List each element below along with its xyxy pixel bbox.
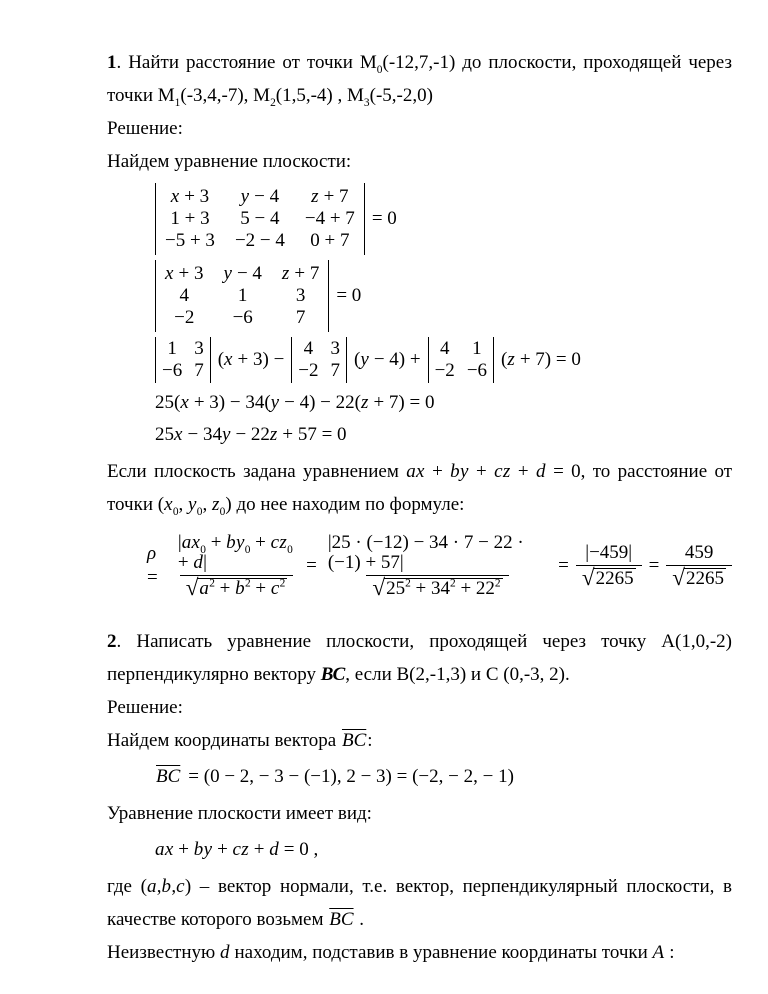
problem2-title-text: , если В(2,-1,3) и С (0,-3, 2).	[345, 664, 570, 686]
paragraph-text: , то расстояние от точки	[107, 461, 733, 515]
matrix-cell: 3	[194, 338, 204, 359]
paragraph-text: Если плоскость задана уравнением	[107, 461, 407, 482]
problem1-title-text: (-5,-2,0)	[369, 85, 433, 106]
distance-formula-paragraph	[107, 455, 732, 521]
matrix-cell: 1	[167, 338, 177, 359]
paragraph-text: Найдем координаты вектора	[107, 730, 341, 752]
fraction-denominator	[180, 575, 294, 599]
find-d-paragraph	[107, 936, 732, 969]
matrix-cell: 0 + 7	[310, 230, 350, 251]
plane-equation-label: Уравнение плоскости имеет вид:	[107, 803, 372, 825]
fraction-symbolic	[174, 533, 299, 599]
matrix-cell: 7	[194, 360, 204, 381]
equation-rhs: = 0	[371, 208, 397, 229]
matrix-cell: 7	[295, 307, 306, 328]
inline-formula: d	[219, 942, 230, 964]
fraction-denominator	[666, 565, 732, 589]
point-subscript: 0	[376, 63, 383, 76]
determinant-equation-1	[155, 183, 732, 255]
matrix-cell: −6	[466, 360, 488, 381]
sqrt-radical	[672, 568, 726, 589]
point-subscript: 3	[363, 96, 370, 109]
matrix-cell: x + 3	[165, 263, 204, 284]
matrix-cell: 3	[330, 338, 341, 359]
matrix-cell: 1	[237, 285, 248, 306]
simplified-plane-equation	[155, 423, 732, 447]
fraction-denominator	[366, 575, 508, 599]
problem1-title-text: (-12,7,-1) до плоскости, проходящей через точки М	[107, 52, 732, 106]
matrix-2x2	[155, 337, 211, 383]
fraction-result	[666, 543, 732, 589]
matrix-cell: −4 + 7	[304, 208, 355, 229]
matrix-cell: 7	[330, 360, 341, 381]
find-plane-label: Найдем уравнение плоскости:	[107, 151, 352, 172]
matrix-cell: y − 4	[240, 186, 280, 207]
matrix-cell: z + 7	[311, 186, 349, 207]
matrix-cell: −2	[434, 360, 455, 381]
problem2-number: 2	[107, 631, 117, 653]
fraction-result-abs	[576, 543, 642, 589]
radicand: √ 2265	[686, 568, 724, 589]
inline-formula: (a,b,c)	[140, 876, 192, 898]
matrix-cell: 1 + 3	[170, 208, 210, 229]
paragraph-text: находим, подставив в уравнение координаты точки	[229, 942, 653, 964]
matrix-cell: 4	[439, 338, 450, 359]
vector-bc-bold: ВС	[320, 664, 346, 686]
radicand: √ $25^2 + 34^2 + 22^2$	[386, 577, 501, 599]
inline-formula: ($x_0$, $y_0$, $z_0$)	[157, 494, 232, 518]
matrix-2x2	[428, 337, 494, 383]
matrix-cell: 5 − 4	[240, 208, 280, 229]
vector-bc-overline: $\overline{BC}$	[156, 766, 181, 788]
matrix-cell: −2	[298, 360, 319, 381]
problem1-title-text: . Найти расстояние от точки М	[116, 52, 377, 73]
problem1-title-text: (-3,4,-7), М	[180, 85, 271, 106]
bc-vector-equation	[155, 765, 732, 789]
paragraph-text: :	[664, 942, 675, 964]
equation-rhs: = 0	[336, 285, 362, 306]
equals-sign: =	[306, 555, 317, 577]
matrix-2x2	[291, 337, 347, 383]
vector-bc-overline: $\overline{BC}$	[329, 909, 354, 931]
sqrt-radical	[186, 578, 288, 599]
plane-general-equation	[155, 838, 732, 862]
problem2-title	[107, 625, 732, 691]
find-vector-paragraph	[107, 724, 732, 757]
equals-sign: =	[558, 555, 569, 577]
fraction-numeric	[324, 533, 551, 599]
fraction-numerator: |−459|	[585, 542, 633, 563]
problem1-title-text: (1,5,-4) , М	[275, 85, 364, 106]
problem2-title-text: . Написать уравнение плоскости, проходящей через точку А(1,0,-2) перпендикулярно вектору	[107, 631, 732, 686]
solution-label-2: Решение:	[107, 697, 183, 719]
point-subscript: 1	[174, 96, 181, 109]
inline-formula: A	[652, 942, 665, 964]
matrix-cell: −2 − 4	[234, 230, 285, 251]
equation-text: 25(x + 3) − 34(y − 4) − 22(z + 7) = 0	[155, 392, 435, 413]
matrix-cell: 4	[179, 285, 189, 306]
sqrt-radical	[582, 568, 636, 589]
fraction-numerator: 459	[684, 542, 714, 563]
paragraph-text: – вектор нормали, т.е. вектор, перпендикулярный плоскости, в качестве которого возьмем	[107, 876, 733, 931]
expansion-term: (z + 7) = 0	[501, 349, 581, 370]
matrix-3x3	[155, 183, 365, 255]
determinant-equation-2	[155, 260, 732, 332]
expansion-term: (x + 3) −	[217, 349, 285, 370]
distance-computation-equation	[147, 533, 732, 599]
equation-text: 25x − 34y − 22z + 57 = 0	[155, 424, 347, 445]
inline-formula: ax + by + cz + d = 0	[406, 461, 581, 482]
fraction-numerator: |25 · (−12) − 34 · 7 − 22 · (−1) + 57|	[327, 532, 524, 573]
matrix-cell: −2	[174, 307, 195, 328]
matrix-3x3	[155, 260, 329, 332]
equation-text: ax + by + cz + d = 0 ,	[155, 839, 319, 861]
sqrt-radical	[372, 578, 502, 599]
fraction-denominator	[576, 565, 642, 589]
rho-lhs: ρ =	[147, 543, 158, 589]
matrix-cell: x + 3	[170, 186, 210, 207]
problem1-title	[107, 46, 732, 112]
radicand: √ 2265	[595, 568, 634, 589]
fraction-numerator: $|ax_0 + by_0 + cz_0 + d|$	[177, 532, 293, 573]
solution-label-1: Решение:	[107, 118, 183, 139]
point-subscript: 2	[270, 96, 276, 109]
expansion-term: (y − 4) +	[354, 349, 421, 370]
equals-sign: =	[648, 555, 660, 577]
vector-bc-overline: $\overline{BC}$	[341, 730, 367, 752]
matrix-cell: −6	[232, 307, 253, 328]
problem2-section	[107, 625, 732, 969]
matrix-cell: 4	[303, 338, 314, 359]
cofactor-expansion-equation	[155, 337, 732, 383]
paragraph-text: .	[354, 909, 365, 931]
matrix-cell: 3	[295, 285, 306, 306]
matrix-cell: 1	[472, 338, 482, 359]
paragraph-text: :	[367, 730, 373, 752]
radicand: √ $a^2 + b^2 + c^2$	[199, 577, 286, 599]
expanded-equation	[155, 391, 732, 415]
matrix-cell: y − 4	[223, 263, 262, 284]
paragraph-text: до нее находим по формуле:	[231, 494, 465, 515]
matrix-cell: −6	[162, 360, 183, 381]
equation-text: = (0 − 2, − 3 − (−1), 2 − 3) = (−2, − 2, − 1)	[188, 766, 514, 788]
matrix-cell: −5 + 3	[165, 230, 215, 251]
matrix-cell: z + 7	[281, 263, 320, 284]
paragraph-text: где	[107, 876, 141, 898]
problem1-number: 1	[107, 52, 117, 73]
paragraph-text: Неизвестную	[107, 942, 220, 964]
normal-vector-paragraph	[107, 870, 732, 936]
